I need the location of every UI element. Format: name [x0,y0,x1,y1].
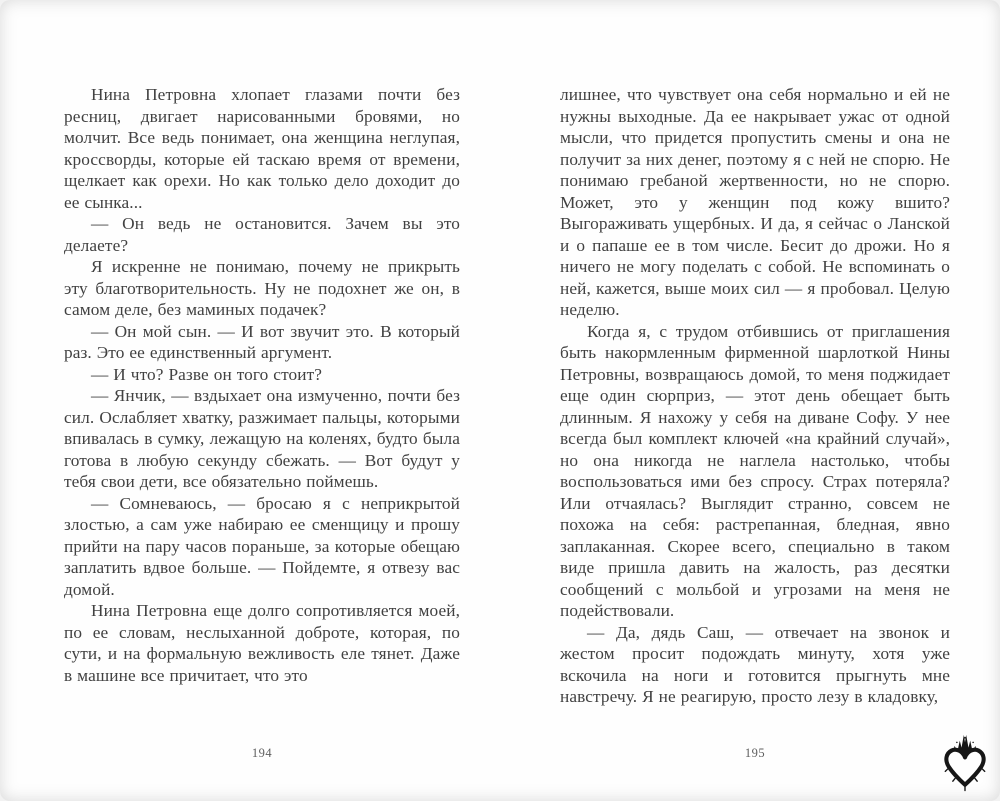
paragraph: — Янчик, — вздыхает она измученно, почти без сил. Ослабляет хватку, разжимает пальцы, которыми впивалась в сумку, лежащую на коленях, будто была готова в любую секунду сбежать. — Вот будут у тебя свои дети, все обязательно поймешь. [64,386,460,491]
paragraph: Когда я, с трудом отбившись от приглашения быть накормленным фирменной шарлоткой Нины Петровны, возвращаюсь домой, то меня поджидает еще один сюрприз, — этот день обещает быть длинным. Я нахожу у себя на диване Софу. У нее всегда был комплект ключей «на крайний случай», но она никогда не наглела настолько, чтобы воспользоваться ими без спросу. Страх потеряла? Или отчаялась? Выглядит странно, совсем не похожа на себя: растрепанная, бледная, явно заплаканная. Скорее всего, специально в таком виде пришла давить на жалость, раз десятки сообщений с мольбой и угрозами на меня не подействовали. [560,321,950,620]
paragraph: Нина Петровна хлопает глазами почти без ресниц, двигает нарисованными бровями, но молчит. Все ведь понимает, она женщина неглупая, кроссворды, которые ей таскаю время от времени, щелкает как орехи. Но как только дело доходит до ее сынка... [64,85,460,212]
paragraph: — Он мой сын. — И вот звучит это. В который раз. Это ее единственный аргумент. [64,321,460,362]
paragraph: — Сомневаюсь, — бросаю я с неприкрытой злостью, а сам уже набираю ее сменщицу и прошу прийти на пару часов пораньше, за которые обещаю заплатить вдвое больше. — Пойдемте, я отвезу вас домой. [64,493,460,599]
page-number-right: 195 [744,746,766,760]
paragraph: — Он ведь не остановится. Зачем вы это делаете? [64,214,460,255]
paragraph: Нина Петровна еще долго сопротивляется моей, по ее словам, неслыханной доброте, которая, по сути, и на формальную вежливость еле тянет. Даже в машине все причитает, что это [64,601,460,685]
paragraph: лишнее, что чувствует она себя нормально и ей не нужны выходные. Да ее накрывает ужас от одной мысли, что придется пропустить смены и она не получит за них денег, поэтому я с ней не спорю. Не понимаю гребаной жертвенности, но не спорю. Может, это у женщин под кожу вшито? Выгораживать ущербных. И да, я сейчас о Ланской и о папаше ее в том числе. Бесит до дрожи. Но я ничего не могу поделать с собой. Не вспоминать о ней, кажется, выше моих сил — я пробовал. Целую неделю. [560,85,950,319]
paragraph: — И что? Разве он того стоит? [91,364,323,384]
paragraph: — Да, дядь Саш, — отвечает на звонок и жестом просит подождать минуту, хотя уже вскочила на ноги и готовится прыгнуть мне навстречу. Я не реагирую, просто лезу в кладовку, [560,622,950,706]
paragraph: Я искренне не понимаю, почему не прикрыть эту благотворительность. Ну не подохнет же он, в самом деле, без маминых подачек? [64,257,460,319]
right-page-text [560,84,950,708]
left-page-text [64,84,460,686]
flaming-heart-icon [936,733,994,797]
page-number-left: 194 [251,746,273,760]
